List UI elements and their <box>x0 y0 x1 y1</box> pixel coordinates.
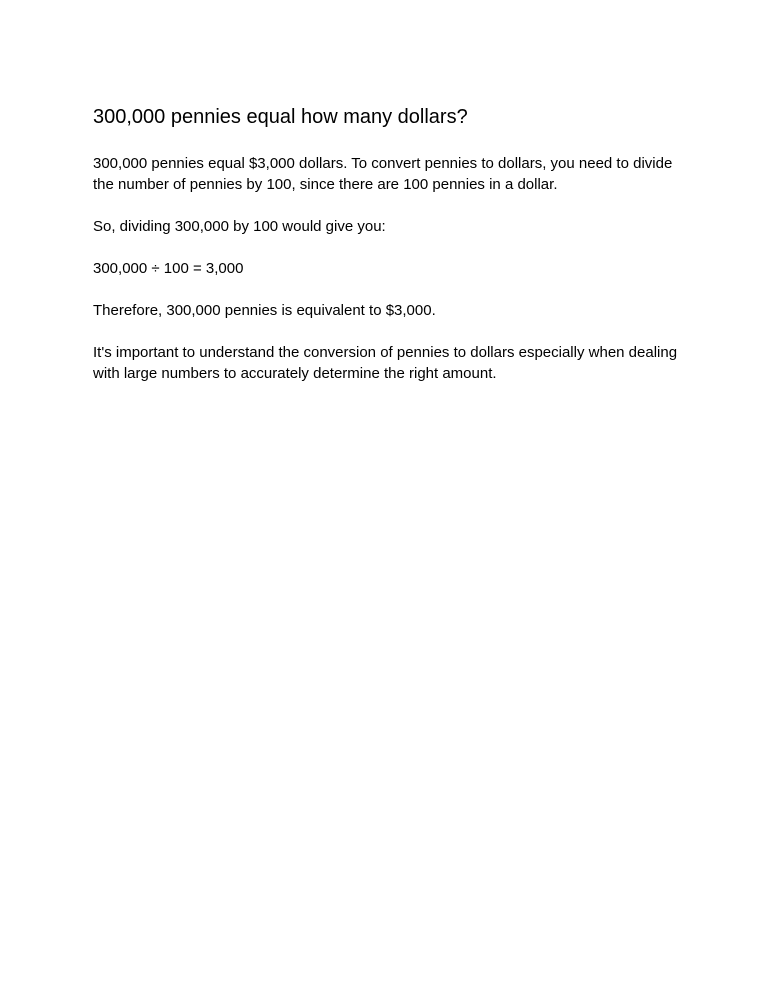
document-body <box>93 153 683 405</box>
paragraph-division-intro: So, dividing 300,000 by 100 would give you: <box>93 218 386 235</box>
paragraph-conclusion: Therefore, 300,000 pennies is equivalent to $3,000. <box>93 302 436 319</box>
document-title: 300,000 pennies equal how many dollars? <box>93 106 468 128</box>
paragraph-equation: 300,000 ÷ 100 = 3,000 <box>93 260 244 277</box>
paragraph-answer: 300,000 pennies equal $3,000 dollars. To convert pennies to dollars, you need to divide the number of pennies by 100, since there are 100 pennies in a dollar. <box>93 155 673 193</box>
paragraph-note: It's important to understand the conversion of pennies to dollars especially when dealing with large numbers to accurately determine the right amount. <box>93 344 678 382</box>
